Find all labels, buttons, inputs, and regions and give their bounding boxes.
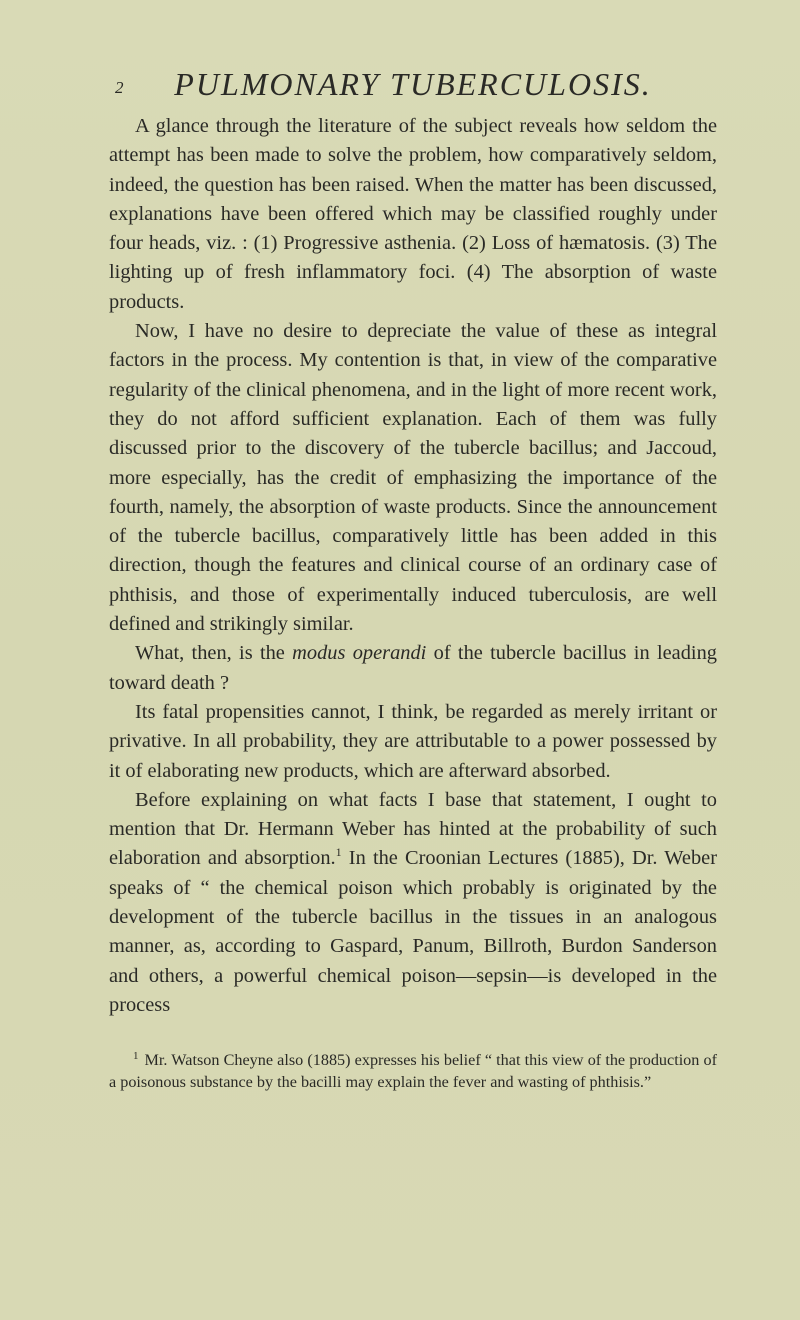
- running-title: PULMONARY TUBERCULOSIS.: [174, 66, 652, 102]
- footnote-text: Mr. Watson Cheyne also (1885) expresses his belief “ that this view of the production of a poisonous substance by the bacilli may explain the fever and wasting of phthisis.”: [109, 1051, 717, 1091]
- paragraph-3-text-start: What, then, is the: [135, 642, 293, 665]
- paragraph-5: [109, 786, 717, 1020]
- footnote-number: 1: [133, 1049, 139, 1062]
- body-text: [109, 112, 717, 1020]
- page-header: [109, 66, 717, 106]
- paragraph-5-text-start: Before explaining on what facts I base that statement, I ought to mention that Dr. Hermann Weber has hinted at the probability of such elaboration and absorption.: [109, 788, 717, 870]
- paragraph-2: Now, I have no desire to depreciate the value of these as integral factors in the process. My contention is that, in view of the comparative regularity of the clinical phenomena, and in the light of more recent work, they do not afford sufficient explanation. Each of them was fully discussed prior to the discovery of the tubercle bacillus; and Jaccoud, more especially, has the credit of emphasizing the importance of the fourth, namely, the absorption of waste products. Since the announcement of the tubercle bacillus, comparatively little has been added in this direction, though the features and clinical course of an ordinary case of phthisis, and those of experimentally induced tuberculosis, are well defined and strikingly similar.: [109, 320, 717, 636]
- paragraph-3: [109, 639, 717, 698]
- paragraph-3-text-end: of the tubercle bacillus in leading toward death ?: [109, 642, 717, 694]
- footnote-paragraph: [109, 1050, 717, 1093]
- paragraph-1: A glance through the literature of the subject reveals how seldom the attempt has been made to solve the problem, how comparatively seldom, indeed, the question has been raised. When the matter has been discussed, explanations have been offered which may be classified roughly under four heads, viz. : (1) Progressive asthenia. (2) Loss of hæmatosis. (3) The lighting up of fresh inflammatory foci. (4) The absorption of waste products.: [109, 115, 717, 313]
- paragraph-4: Its fatal propensities cannot, I think, be regarded as merely irritant or privative. In all probability, they are attributable to a power possessed by it of elaborating new products, which are afterward absorbed.: [109, 700, 717, 782]
- page-number: 2: [115, 78, 124, 97]
- paragraph-5-text-end: In the Croonian Lectures (1885), Dr. Weber speaks of “ the chemical poison which probably is originated by the development of the tubercle bacillus in the tissues in an analogous manner, as, according to Gaspard, Panum, Billroth, Burdon Sanderson and others, a powerful chemical poison—sepsin—is developed in the process: [109, 847, 717, 1016]
- footnote-reference: 1: [335, 845, 342, 860]
- italic-phrase: modus operandi: [292, 642, 427, 665]
- footnote: [109, 1050, 717, 1093]
